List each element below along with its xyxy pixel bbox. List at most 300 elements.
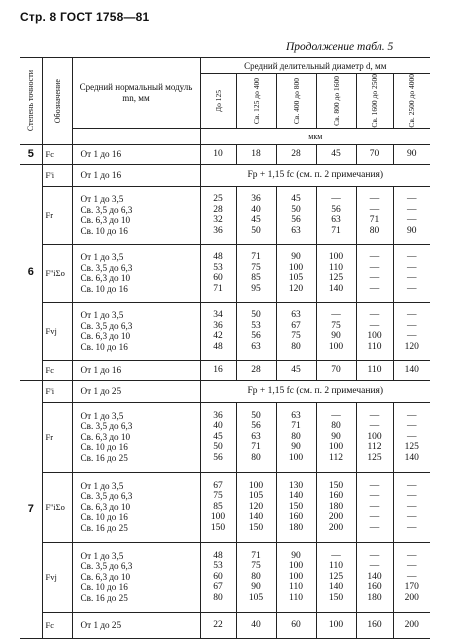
value: 95 bbox=[251, 283, 261, 294]
value: 40 bbox=[251, 204, 261, 215]
continuation-caption: Продолжение табл. 5 bbox=[286, 41, 394, 53]
value-cell bbox=[316, 144, 356, 164]
value: 45 bbox=[291, 364, 301, 375]
merged-formula-cell: Fp + 1,15 fc (см. п. 2 примечания) bbox=[200, 164, 430, 186]
module-range: Св. 6,3 до 10 bbox=[80, 431, 131, 442]
value: — bbox=[407, 431, 417, 442]
value: 63 bbox=[331, 215, 341, 226]
value: 71 bbox=[331, 225, 341, 236]
value: 140 bbox=[328, 283, 344, 294]
value-cell bbox=[276, 360, 316, 380]
value: 140 bbox=[288, 491, 304, 502]
value-cell bbox=[276, 472, 316, 542]
value-cell bbox=[276, 302, 316, 360]
value: — bbox=[369, 550, 380, 561]
value: 50 bbox=[251, 410, 261, 421]
value: 150 bbox=[288, 501, 304, 512]
value: 53 bbox=[251, 320, 261, 331]
value: 100 bbox=[367, 331, 382, 342]
value: 125 bbox=[404, 442, 419, 453]
value: 63 bbox=[251, 341, 261, 352]
value: 150 bbox=[210, 522, 226, 533]
module-range: Св. 16 до 25 bbox=[80, 592, 128, 603]
value: 160 bbox=[367, 582, 382, 593]
designation-cell: Fc bbox=[42, 612, 72, 638]
table-row bbox=[20, 302, 430, 360]
value: 100 bbox=[288, 571, 304, 582]
value-cell bbox=[200, 360, 236, 380]
value-cell bbox=[393, 402, 430, 472]
value: 80 bbox=[251, 571, 261, 582]
value: 110 bbox=[367, 364, 382, 375]
value: 71 bbox=[251, 442, 261, 453]
value: — bbox=[369, 421, 380, 432]
value: 50 bbox=[251, 310, 261, 321]
page-header: Стр. 8 ГОСТ 1758—81 bbox=[20, 10, 150, 24]
value: 160 bbox=[288, 512, 304, 523]
designation-cell: F'i bbox=[42, 380, 72, 402]
value: 56 bbox=[251, 421, 261, 432]
value: 200 bbox=[328, 512, 344, 523]
value: 110 bbox=[329, 561, 343, 572]
diameter-header: Средний делительный диаметр d, мм bbox=[200, 58, 430, 74]
value: 100 bbox=[288, 262, 304, 273]
module-range: Св. 6,3 до 10 bbox=[80, 273, 131, 284]
degree-cell: 5 bbox=[20, 144, 42, 164]
table-row bbox=[20, 402, 430, 472]
module-cell bbox=[72, 472, 200, 542]
value: 125 bbox=[367, 452, 382, 463]
value: 90 bbox=[407, 148, 417, 159]
value: — bbox=[369, 283, 380, 294]
table-row bbox=[20, 612, 430, 638]
value: 125 bbox=[328, 273, 344, 284]
module-range: Св. 16 до 25 bbox=[80, 522, 128, 533]
value: 140 bbox=[404, 452, 419, 463]
value: 140 bbox=[367, 571, 382, 582]
value-cell bbox=[356, 542, 393, 612]
value: 25 bbox=[213, 194, 223, 205]
value: 100 bbox=[210, 512, 226, 523]
module-range: Св. 10 до 16 bbox=[80, 283, 128, 294]
value: 75 bbox=[251, 262, 261, 273]
value: 60 bbox=[291, 619, 301, 630]
designation-cell: F'i bbox=[42, 164, 72, 186]
value-cell bbox=[200, 542, 236, 612]
value-cell bbox=[393, 542, 430, 612]
value: — bbox=[369, 320, 380, 331]
value-cell bbox=[200, 612, 236, 638]
module-unit-spacer bbox=[72, 128, 200, 144]
module-range: Св. 6,3 до 10 bbox=[80, 571, 131, 582]
module-range: От 1 до 3,5 bbox=[80, 550, 124, 561]
value: 160 bbox=[367, 619, 382, 630]
value: 90 bbox=[331, 431, 341, 442]
module-range: Св. 10 до 16 bbox=[80, 442, 128, 453]
value: — bbox=[407, 410, 417, 421]
diameter-col-header: До 125 bbox=[200, 74, 236, 129]
value: 34 bbox=[213, 310, 223, 321]
diameter-col-header: Св. 800 до 1600 bbox=[316, 74, 356, 129]
value: 48 bbox=[213, 550, 223, 561]
value: 100 bbox=[328, 341, 344, 352]
value-cell bbox=[356, 144, 393, 164]
degree-cell: 7 bbox=[20, 380, 42, 638]
value: 85 bbox=[251, 273, 261, 284]
value: — bbox=[369, 522, 380, 533]
table-row bbox=[20, 244, 430, 302]
value: — bbox=[407, 501, 417, 512]
value: 28 bbox=[251, 364, 261, 375]
module-range: От 1 до 25 bbox=[80, 385, 122, 396]
value: — bbox=[407, 331, 417, 342]
value: 28 bbox=[213, 204, 223, 215]
value: — bbox=[369, 561, 380, 572]
designation-cell: Fr bbox=[42, 186, 72, 244]
value: 100 bbox=[367, 431, 382, 442]
module-cell bbox=[72, 186, 200, 244]
module-range: Св. 6,3 до 10 bbox=[80, 215, 131, 226]
module-cell bbox=[72, 542, 200, 612]
value: 90 bbox=[291, 442, 301, 453]
value: 180 bbox=[328, 501, 344, 512]
value: 42 bbox=[213, 331, 223, 342]
value: 36 bbox=[213, 410, 223, 421]
value: 140 bbox=[248, 512, 264, 523]
value: 70 bbox=[369, 148, 380, 159]
value-cell bbox=[236, 402, 276, 472]
value: 90 bbox=[291, 252, 301, 263]
value-cell bbox=[236, 542, 276, 612]
value: 150 bbox=[248, 522, 264, 533]
module-range: Св. 6,3 до 10 bbox=[80, 501, 131, 512]
value-cell bbox=[276, 144, 316, 164]
value: 110 bbox=[289, 592, 303, 603]
value: — bbox=[331, 550, 341, 561]
designation-cell: Fvj bbox=[42, 542, 72, 612]
value: 75 bbox=[251, 561, 261, 572]
table-row bbox=[20, 472, 430, 542]
value-cell bbox=[236, 612, 276, 638]
degree-header: Степень точности bbox=[20, 58, 42, 145]
module-cell bbox=[72, 144, 200, 164]
value: — bbox=[407, 480, 417, 491]
designation-cell: F''iΣo bbox=[42, 472, 72, 542]
value: 63 bbox=[291, 310, 301, 321]
value: 45 bbox=[213, 431, 223, 442]
module-range: Св. 10 до 16 bbox=[80, 582, 128, 593]
value-cell bbox=[200, 302, 236, 360]
value: — bbox=[331, 194, 341, 205]
value: 50 bbox=[291, 204, 301, 215]
value-cell bbox=[316, 360, 356, 380]
table-row bbox=[20, 144, 430, 164]
value: 160 bbox=[328, 491, 344, 502]
value: 50 bbox=[251, 225, 261, 236]
designation-cell: Fr bbox=[42, 402, 72, 472]
value: 120 bbox=[248, 501, 264, 512]
value: — bbox=[331, 410, 341, 421]
module-range: Св. 3,5 до 6,3 bbox=[80, 204, 133, 215]
value-cell bbox=[316, 612, 356, 638]
table-row bbox=[20, 186, 430, 244]
diameter-col-header: Св. 400 до 800 bbox=[276, 74, 316, 129]
value: 110 bbox=[367, 341, 382, 352]
value-cell bbox=[356, 244, 393, 302]
value-cell bbox=[236, 302, 276, 360]
value: 150 bbox=[328, 480, 344, 491]
value: — bbox=[407, 215, 417, 226]
table-row bbox=[20, 380, 430, 402]
value: 200 bbox=[404, 619, 419, 630]
value: — bbox=[369, 512, 380, 523]
module-header: Средний нормальный модуль mn, мм bbox=[72, 58, 200, 129]
module-range: Св. 10 до 16 bbox=[80, 512, 128, 523]
value: — bbox=[369, 262, 380, 273]
value: 56 bbox=[331, 204, 341, 215]
value-cell bbox=[393, 144, 430, 164]
value: 63 bbox=[251, 431, 261, 442]
value: 105 bbox=[248, 592, 264, 603]
value: 120 bbox=[404, 341, 419, 352]
value: — bbox=[369, 501, 380, 512]
module-cell bbox=[72, 380, 200, 402]
module-range: От 1 до 16 bbox=[80, 148, 122, 159]
value: — bbox=[407, 571, 417, 582]
value: 45 bbox=[251, 215, 261, 226]
value: — bbox=[407, 522, 417, 533]
module-range: От 1 до 3,5 bbox=[80, 194, 124, 205]
value: — bbox=[407, 421, 417, 432]
designation-cell: Fc bbox=[42, 360, 72, 380]
value: 110 bbox=[329, 262, 343, 273]
module-range: Св. 3,5 до 6,3 bbox=[80, 491, 133, 502]
module-range: От 1 до 16 bbox=[80, 364, 122, 375]
designation-cell: F''iΣo bbox=[42, 244, 72, 302]
value: 71 bbox=[369, 215, 380, 226]
module-range: От 1 до 3,5 bbox=[80, 410, 124, 421]
value: 100 bbox=[288, 561, 304, 572]
diameter-col-header: Св. 1600 до 2500 bbox=[356, 74, 393, 129]
value: 75 bbox=[331, 320, 341, 331]
module-cell bbox=[72, 402, 200, 472]
value: 67 bbox=[213, 582, 223, 593]
module-range: Св. 3,5 до 6,3 bbox=[80, 421, 133, 432]
value-cell bbox=[356, 302, 393, 360]
value: — bbox=[369, 204, 380, 215]
value-cell bbox=[200, 244, 236, 302]
value: — bbox=[369, 273, 380, 284]
module-cell bbox=[72, 360, 200, 380]
value-cell bbox=[356, 402, 393, 472]
module-cell bbox=[72, 244, 200, 302]
value: 112 bbox=[329, 452, 343, 463]
value: 60 bbox=[213, 571, 223, 582]
value: — bbox=[369, 194, 380, 205]
value: 80 bbox=[291, 431, 301, 442]
module-cell bbox=[72, 302, 200, 360]
module-range: От 1 до 3,5 bbox=[80, 480, 124, 491]
value: 36 bbox=[251, 194, 261, 205]
value-cell bbox=[393, 302, 430, 360]
value: 170 bbox=[404, 582, 419, 593]
value-cell bbox=[393, 472, 430, 542]
value-cell bbox=[356, 612, 393, 638]
value: 140 bbox=[404, 364, 419, 375]
value: 100 bbox=[248, 480, 264, 491]
module-range: Св. 6,3 до 10 bbox=[80, 331, 131, 342]
value: 50 bbox=[213, 442, 223, 453]
value: 80 bbox=[213, 592, 223, 603]
value: 63 bbox=[291, 410, 301, 421]
value: 67 bbox=[213, 480, 223, 491]
module-range: Св. 3,5 до 6,3 bbox=[80, 320, 133, 331]
diameter-col-header: Св. 2500 до 4000 bbox=[393, 74, 430, 129]
value: — bbox=[407, 262, 417, 273]
value-cell bbox=[356, 472, 393, 542]
value: 71 bbox=[213, 283, 223, 294]
value-cell bbox=[276, 612, 316, 638]
value-cell bbox=[236, 186, 276, 244]
value: 56 bbox=[251, 331, 261, 342]
value-cell bbox=[200, 186, 236, 244]
value: 75 bbox=[213, 491, 223, 502]
value: — bbox=[407, 310, 417, 321]
value: — bbox=[407, 273, 417, 284]
value: 100 bbox=[328, 619, 344, 630]
value: 125 bbox=[328, 571, 344, 582]
value: 180 bbox=[288, 522, 304, 533]
value: — bbox=[369, 410, 380, 421]
module-range: Св. 16 до 25 bbox=[80, 452, 128, 463]
value-cell bbox=[316, 472, 356, 542]
value: 200 bbox=[404, 592, 419, 603]
value: 90 bbox=[291, 550, 301, 561]
value: 80 bbox=[251, 452, 261, 463]
value: 16 bbox=[213, 364, 223, 375]
table-row bbox=[20, 164, 430, 186]
value-cell bbox=[236, 244, 276, 302]
value: 36 bbox=[213, 225, 223, 236]
value: 28 bbox=[291, 148, 301, 159]
degree-cell: 6 bbox=[20, 164, 42, 380]
table-row bbox=[20, 542, 430, 612]
value-cell bbox=[393, 244, 430, 302]
value: — bbox=[331, 310, 341, 321]
value-cell bbox=[356, 186, 393, 244]
value: 105 bbox=[248, 491, 264, 502]
value: — bbox=[369, 252, 380, 263]
value: — bbox=[407, 204, 417, 215]
value: 71 bbox=[291, 421, 301, 432]
value: — bbox=[369, 491, 380, 502]
module-range: Св. 10 до 16 bbox=[80, 341, 128, 352]
value-cell bbox=[276, 186, 316, 244]
value: 53 bbox=[213, 561, 223, 572]
table-row bbox=[20, 360, 430, 380]
value: 130 bbox=[288, 480, 304, 491]
value: 85 bbox=[213, 501, 223, 512]
value: — bbox=[407, 194, 417, 205]
value: 90 bbox=[331, 331, 341, 342]
value: 120 bbox=[288, 283, 304, 294]
value: 48 bbox=[213, 341, 223, 352]
value: 63 bbox=[291, 225, 301, 236]
value: 48 bbox=[213, 252, 223, 263]
value: 140 bbox=[328, 582, 344, 593]
value: 18 bbox=[251, 148, 261, 159]
value: 22 bbox=[213, 619, 223, 630]
value: 80 bbox=[291, 341, 301, 352]
merged-formula-cell: Fp + 1,15 fc (см. п. 2 примечания) bbox=[200, 380, 430, 402]
value-cell bbox=[393, 612, 430, 638]
value: — bbox=[369, 480, 380, 491]
value: 105 bbox=[288, 273, 304, 284]
value: 67 bbox=[291, 320, 301, 331]
value: — bbox=[407, 561, 417, 572]
value: 75 bbox=[291, 331, 301, 342]
value-cell bbox=[236, 360, 276, 380]
value: 90 bbox=[251, 582, 261, 593]
value: 36 bbox=[213, 320, 223, 331]
designation-header: Обозначение bbox=[42, 58, 72, 145]
value: — bbox=[407, 512, 417, 523]
value-cell bbox=[316, 542, 356, 612]
value-cell bbox=[356, 360, 393, 380]
module-range: Св. 10 до 16 bbox=[80, 225, 128, 236]
value: — bbox=[407, 320, 417, 331]
module-range: От 1 до 3,5 bbox=[80, 310, 124, 321]
module-range: От 1 до 3,5 bbox=[80, 252, 124, 263]
value: 40 bbox=[213, 421, 223, 432]
value: 40 bbox=[251, 619, 261, 630]
value: 180 bbox=[367, 592, 382, 603]
value: 56 bbox=[213, 452, 223, 463]
value: 100 bbox=[328, 442, 344, 453]
value-cell bbox=[276, 402, 316, 472]
diameter-col-header: Св. 125 до 400 bbox=[236, 74, 276, 129]
value: 70 bbox=[331, 364, 341, 375]
value-cell bbox=[393, 186, 430, 244]
value: 45 bbox=[331, 148, 341, 159]
value: 112 bbox=[367, 442, 382, 453]
value: — bbox=[369, 310, 380, 321]
value: 53 bbox=[213, 262, 223, 273]
value-cell bbox=[316, 244, 356, 302]
value: 60 bbox=[213, 273, 223, 284]
value: — bbox=[407, 550, 417, 561]
module-range: Св. 3,5 до 6,3 bbox=[80, 561, 133, 572]
value: 100 bbox=[328, 252, 344, 263]
value: — bbox=[407, 491, 417, 502]
value-cell bbox=[316, 402, 356, 472]
value-cell bbox=[276, 542, 316, 612]
value-cell bbox=[276, 244, 316, 302]
value: — bbox=[407, 283, 417, 294]
value: 45 bbox=[291, 194, 301, 205]
value: 90 bbox=[407, 225, 417, 236]
value-cell bbox=[393, 360, 430, 380]
module-range: От 1 до 16 bbox=[80, 169, 122, 180]
value-cell bbox=[200, 402, 236, 472]
value: 32 bbox=[213, 215, 223, 226]
value-cell bbox=[200, 144, 236, 164]
value: — bbox=[407, 252, 417, 263]
module-cell bbox=[72, 612, 200, 638]
value: 71 bbox=[251, 550, 261, 561]
value: 71 bbox=[251, 252, 261, 263]
module-cell bbox=[72, 164, 200, 186]
